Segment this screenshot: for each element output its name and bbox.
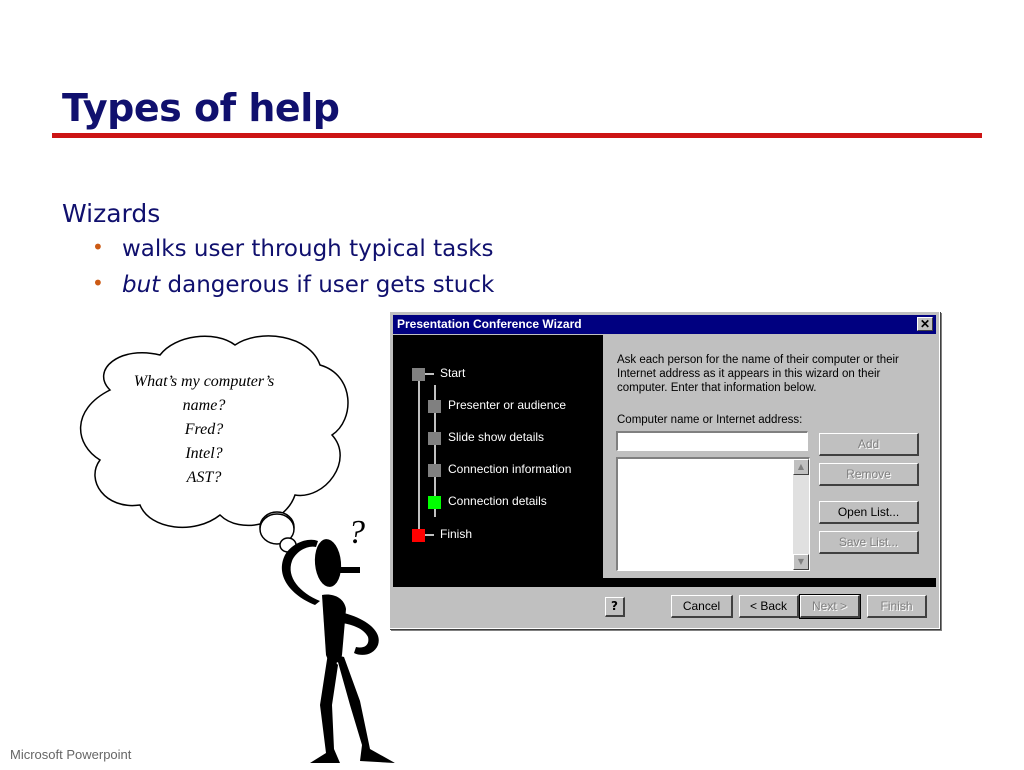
- save-list-button[interactable]: Save List...: [819, 531, 919, 554]
- confused-stick-figure-icon: [270, 505, 400, 770]
- bullet-emphasis: but: [122, 272, 161, 298]
- wizard-content-pane: [603, 335, 936, 578]
- list-scrollbar[interactable]: [793, 459, 809, 570]
- step-marker-icon: [428, 432, 441, 445]
- wizard-dialog: [389, 311, 940, 629]
- scroll-down-icon[interactable]: ▼: [793, 554, 809, 570]
- remove-button[interactable]: Remove: [819, 463, 919, 486]
- bullet-body: walks user through typical tasks: [122, 236, 494, 262]
- step-slide-show-details[interactable]: [393, 427, 603, 447]
- help-button[interactable]: ?: [605, 597, 625, 617]
- step-presenter[interactable]: [393, 395, 603, 415]
- step-connection-details[interactable]: [393, 491, 603, 511]
- title-underline: [52, 133, 982, 138]
- bullet-dot-icon: •: [92, 235, 104, 259]
- step-label: Start: [440, 366, 466, 380]
- dialog-title: Presentation Conference Wizard: [397, 317, 582, 331]
- open-list-button[interactable]: Open List...: [819, 501, 919, 524]
- step-marker-icon: [412, 368, 425, 381]
- footer-text: Microsoft Powerpoint: [10, 747, 132, 762]
- computer-name-input[interactable]: [616, 431, 808, 451]
- step-label: Slide show details: [448, 430, 545, 444]
- scroll-up-icon[interactable]: ▲: [793, 459, 809, 475]
- bullet-text: [122, 236, 494, 262]
- step-start[interactable]: [393, 363, 603, 383]
- step-finish[interactable]: [393, 524, 603, 544]
- question-mark-icon: ?: [348, 514, 365, 551]
- wizard-steps-pane: [393, 335, 603, 587]
- bullet-text: [122, 272, 494, 298]
- finish-button[interactable]: Finish: [867, 595, 927, 618]
- bullet-body: dangerous if user gets stuck: [160, 272, 495, 298]
- step-label: Connection information: [448, 462, 572, 476]
- step-connection-information[interactable]: [393, 459, 603, 479]
- thought-line: name?: [182, 397, 226, 414]
- next-button[interactable]: Next >: [800, 595, 860, 618]
- step-marker-icon: [412, 529, 425, 542]
- field-label: Computer name or Internet address:: [617, 414, 803, 426]
- thought-line: Fred?: [184, 421, 224, 438]
- dialog-titlebar[interactable]: [393, 315, 936, 334]
- back-button[interactable]: < Back: [739, 595, 799, 618]
- step-marker-icon: [428, 400, 441, 413]
- thought-line: AST?: [186, 469, 222, 486]
- thought-line: Intel?: [185, 445, 223, 462]
- step-marker-icon: [428, 464, 441, 477]
- thought-line: What’s my computer’s: [133, 373, 275, 390]
- thought-text: [104, 370, 304, 490]
- step-label: Connection details: [448, 494, 547, 508]
- slide-title: Types of help: [62, 86, 340, 130]
- cancel-button[interactable]: Cancel: [671, 595, 733, 618]
- close-button[interactable]: ✕: [917, 317, 933, 331]
- step-label: Presenter or audience: [448, 398, 567, 412]
- instructions-text: Ask each person for the name of their computer or their Internet address as it appears in this wizard on their computer. Enter that information below.: [617, 354, 899, 394]
- add-button[interactable]: Add: [819, 433, 919, 456]
- step-marker-icon: [428, 496, 441, 509]
- pane-divider: [393, 578, 936, 587]
- section-heading: Wizards: [62, 199, 161, 228]
- step-label: Finish: [440, 527, 473, 541]
- computer-list[interactable]: [616, 457, 810, 571]
- bullet-dot-icon: •: [92, 271, 104, 295]
